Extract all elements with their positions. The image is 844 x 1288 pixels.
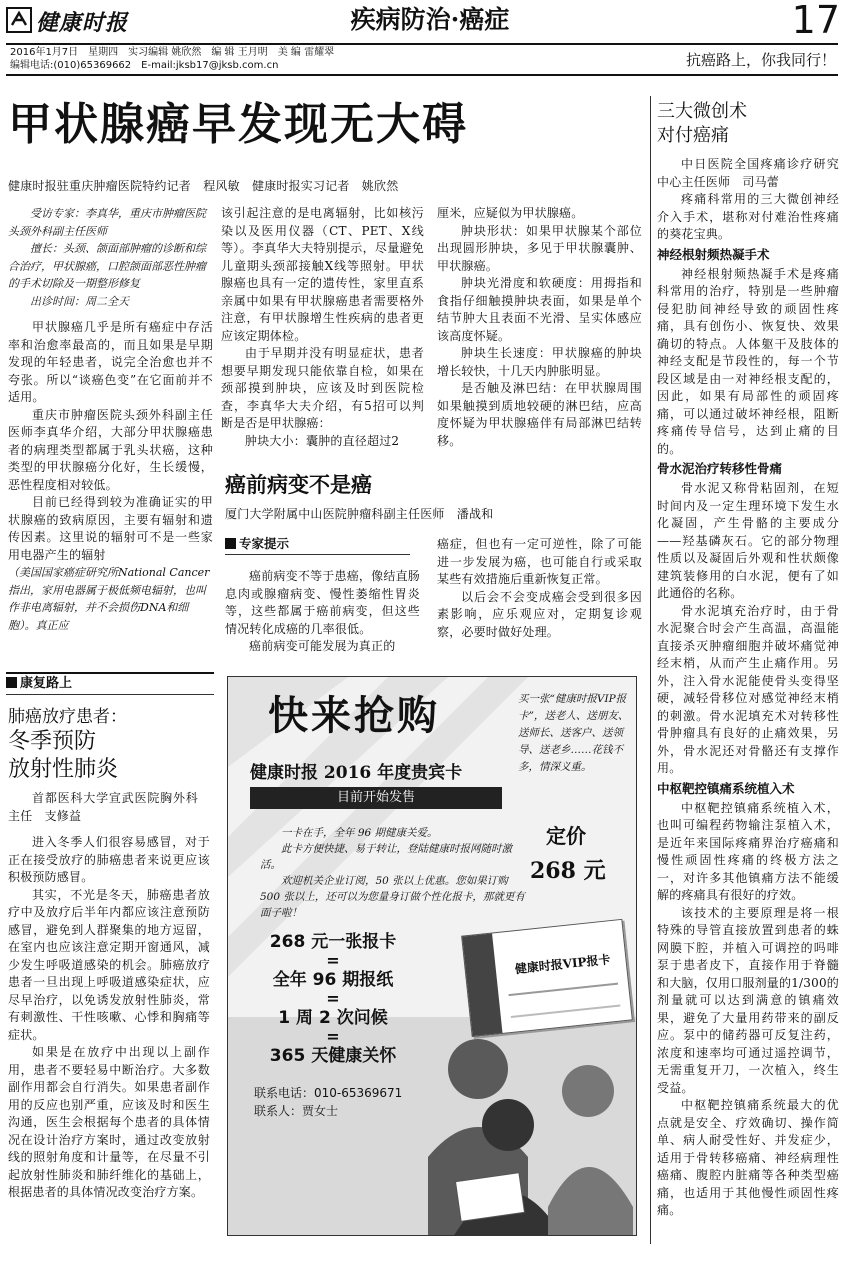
article-paragraph: 重庆市肿瘤医院头颈外科副主任医师李真华介绍，大部分甲状腺癌患者的病理类型都属于乳头状癌，这种类型的甲状腺癌分化好，生长缓慢，恶性程度相对较低。 bbox=[8, 407, 213, 492]
article-paragraph: 该技术的主要原理是将一根特殊的导管直接放置到患者的蛛网膜下腔，并植入可调控的吗啡泵于患者皮下，直接作用于脊髓和大脑，仅用口服剂量的1/300的剂量就可以达到满意的镇痛效果，避免了大量用药带来的副反应。泵中的储药器可反复注药，浓度和速率均可通过遥控调节，无需重复开刀，一次植入，终生受益。 bbox=[657, 905, 839, 1095]
article-paragraph: 肿块大小：囊肿的直径超过2 bbox=[245, 433, 400, 448]
ad-contact-phone: 联系电话：010-65369671 bbox=[254, 1086, 403, 1100]
article-paragraph: 癌症，但也有一定可逆性，除了可能进一步发展为癌，也可能自行或采取某些有效措施后重新恢复正常。 bbox=[437, 537, 642, 586]
section-marker-icon bbox=[225, 538, 236, 549]
article-paragraph: 骨水泥填充治疗时，由于骨水泥聚合时会产生高温，高温能直接杀灭肿瘤细胞并破坏痛觉神经末梢，从而产生止痛作用。另外，注入骨水泥能使骨头变得坚硬，减轻骨移位对感觉神经末梢的刺激。骨水泥填充术对转移性骨肿瘤具有良好的止痛效果，另外，骨水泥还对骨骼还有支撑作用。 bbox=[657, 603, 839, 775]
ad-body-line: 欢迎机关企业订阅，50 张以上优惠。您如果订购 500 张以上，还可以为您量身订做个性化报卡，那就更有面子啦！ bbox=[260, 875, 525, 919]
article-paragraph: 是否触及淋巴结：在甲状腺周围如果触摸到质地较硬的淋巴结，应高度怀疑为甲状腺癌伴有局部淋巴结转移。 bbox=[437, 381, 642, 448]
sidebar-subheading: 骨水泥治疗转移性骨痛 bbox=[657, 461, 783, 476]
section-title: 疾病防治·癌症 bbox=[350, 5, 510, 34]
ad-body bbox=[260, 825, 528, 921]
ad-body-line: 一卡在手，全年 96 期健康关爱。 bbox=[281, 827, 438, 839]
ad-banner: 目前开始发售 bbox=[250, 787, 502, 809]
article-paragraph: 骨水泥又称骨粘固剂，在短时间内及一定生理环境下发生水化凝固，产生骨骼的主要成分——羟基磷灰石。它的部分物理性质以及凝固后外观和性状颇像建筑装修用的白水泥，便有了如此通俗的名称。 bbox=[657, 481, 839, 600]
precancer-title: 癌前病变不是癌 bbox=[225, 473, 372, 497]
date-line: 2016年1月7日 星期四 实习编辑 姚欣然 编 辑 王月明 美 编 雷耀翠 bbox=[10, 47, 335, 58]
page-number: 17 bbox=[791, 0, 840, 42]
ad-equals-sign: = bbox=[326, 1027, 340, 1046]
newspaper-logo bbox=[6, 6, 156, 34]
slogan: 抗癌路上，你我同行！ bbox=[685, 51, 836, 69]
article-paragraph: 癌前病变不等于患癌，像结直肠息肉或腺瘤病变、慢性萎缩性胃炎等，这些都属于癌前病变，但这些情况转化成癌的几率很低。 bbox=[225, 569, 420, 636]
ad-promo-line: 365 天健康关怀 bbox=[269, 1046, 397, 1066]
sidebar-byline: 中日医院全国疼痛诊疗研究中心主任医师 司马蕾 bbox=[657, 157, 839, 189]
ad-equals-sign: = bbox=[326, 989, 340, 1008]
sidebar-subheading: 神经根射频热凝手术 bbox=[657, 246, 770, 262]
sidebar-title-line-1: 三大微创术 bbox=[657, 101, 747, 122]
masthead bbox=[0, 0, 844, 46]
ad-contact-person: 联系人：贾女士 bbox=[254, 1104, 339, 1118]
vip-card-advertisement[interactable] bbox=[227, 676, 637, 1236]
recovery-body bbox=[8, 834, 210, 1202]
section-marker-icon bbox=[6, 677, 17, 688]
recovery-title-line-2: 放射性肺炎 bbox=[8, 757, 119, 782]
article-paragraph: 厘米，应疑似为甲状腺癌。 bbox=[437, 206, 584, 220]
recovery-section-label bbox=[6, 672, 214, 695]
article-paragraph: 该引起注意的是电离辐射，比如核污染以及医用仪器（CT、PET、X线等）。李真华大夫特别提示，尽量避免儿童期头颈部接触X线等照射。甲状腺癌也具有一定的遗传性，家里直系亲属中如果有甲状腺癌患者需要格外注意，有甲状腺增生性疾病的患者更应该定期体检。 bbox=[221, 206, 424, 343]
precancer-left-column bbox=[225, 568, 420, 656]
sidebar-intro: 疼痛科常用的三大微创神经介入手术，堪称对付难治性疼痛的葵花宝典。 bbox=[657, 192, 839, 241]
ad-promo-line: 268 元一张报卡 bbox=[269, 932, 397, 952]
masthead-rule bbox=[6, 43, 838, 45]
expert-intro-name: 受访专家：李真华，重庆市肿瘤医院头颈外科副主任医师 bbox=[8, 207, 206, 238]
ad-promo-line: 1 周 2 次问候 bbox=[278, 1008, 388, 1028]
column-divider bbox=[650, 96, 651, 1244]
ad-side-note: 买一张“健康时报VIP报卡”，送老人、送朋友、送师长、送客户、送领导、送老乡……花钱不多，情深义重。 bbox=[518, 693, 629, 773]
main-column-2 bbox=[221, 205, 424, 450]
ad-headline: 快来抢购 bbox=[268, 693, 440, 739]
main-byline: 健康时报驻重庆肿瘤医院特约记者 程风敏 健康时报实习记者 姚欣然 bbox=[8, 179, 399, 193]
article-paragraph: 肿块形状：如果甲状腺某个部位出现圆形肿块，多见于甲状腺囊肿、甲状腺癌。 bbox=[437, 223, 642, 273]
expert-intro-schedule: 出诊时间：周二全天 bbox=[30, 294, 129, 308]
recovery-title-line-1: 冬季预防 bbox=[8, 729, 97, 754]
ad-price-label: 定价 bbox=[546, 824, 586, 848]
main-headline: 甲状腺癌早发现无大碍 bbox=[8, 99, 468, 150]
article-paragraph: 肿块光滑度和软硬度：用拇指和食指仔细触摸肿块表面，如果是单个结节肿大且表面不光滑、呈实体感应该高度怀疑。 bbox=[437, 276, 642, 343]
sidebar bbox=[657, 100, 839, 1220]
sidebar-subheading: 中枢靶控镇痛系统植入术 bbox=[657, 780, 795, 796]
expert-tip-heading bbox=[225, 534, 410, 555]
article-paragraph: 肿块生长速度：甲状腺癌的肿块增长较快，十几天内肿胀明显。 bbox=[437, 346, 642, 378]
ad-people-photo bbox=[228, 1007, 637, 1236]
ad-body-line: 此卡方便快捷、易于转让，登陆健康时报网随时激活。 bbox=[260, 843, 512, 871]
article-paragraph-italic: （美国国家癌症研究所National Cancer指出，家用电器属于极低频电辐射，也叫作非电离辐射，并不会损伤DNA和细胞）。真正应 bbox=[8, 566, 210, 632]
recovery-kicker: 肺癌放疗患者： bbox=[8, 707, 127, 727]
main-column-3 bbox=[437, 205, 642, 450]
logo-mark-icon bbox=[6, 7, 32, 33]
article-paragraph: 如果是在放疗中出现以上副作用，患者不要轻易中断治疗。大多数副作用都会自行消失。如果患者副作用的反应也别严重，应该及时和医生沟通，医生会根据每个患者的具体情况在设计治疗方案时，通过改变放射线的照射角度和计量等，在尽量不引起放射性肺炎和肺纤维化的基础上，根据患者的具体情况改变治疗方案。 bbox=[8, 1045, 210, 1199]
ad-price-value: 268 元 bbox=[530, 858, 606, 884]
ad-equals-sign: = bbox=[326, 951, 340, 970]
article-paragraph: 中枢靶控镇痛系统最大的优点就是安全、疗效确切、操作简单、病人耐受性好、并发症少，适用于骨转移癌痛、神经病理性癌痛、腹腔内脏痛等各种类型癌痛，也适用于其他慢性顽固性疼痛。 bbox=[657, 1098, 839, 1217]
recovery-section-text: 康复路上 bbox=[20, 676, 73, 691]
expert-tip-label: 专家提示 bbox=[239, 536, 290, 551]
article-paragraph: 由于早期并没有明显症状，患者想要早期发现只能依靠自检，如果在颈部摸到肿块，应该及时到医院检查，李真华大夫介绍，有5招可以判断是否是甲状腺癌： bbox=[221, 346, 424, 430]
vip-card-label: 健康时报VIP报卡 bbox=[514, 952, 612, 977]
article-paragraph: 甲状腺癌几乎是所有癌症中存活率和治愈率最高的，而且如果是早期发现的年轻患者，说完全治愈也并不夸张。所以“谈癌色变”在它面前并不适用。 bbox=[8, 320, 213, 404]
article-paragraph: 以后会不会变成癌会受到很多因素影响，应乐观应对，定期复诊观察，必要时做好处理。 bbox=[437, 589, 642, 639]
expert-intro-specialty: 擅长：头颈、颌面部肿瘤的诊断和综合治疗，甲状腺癌，口腔颌面部恶性肿瘤的手术切除及一期整形修复 bbox=[8, 242, 206, 290]
article-paragraph: 进入冬季人们很容易感冒，对于正在接受放疗的肺癌患者来说更应该积极预防感冒。 bbox=[8, 835, 210, 884]
article-paragraph: 癌前病变可能发展为真正的 bbox=[249, 639, 396, 653]
logo-text: 健康时报 bbox=[36, 10, 129, 36]
header-bottom-rule bbox=[6, 74, 838, 76]
precancer-byline: 厦门大学附属中山医院肿瘤科副主任医师 潘战和 bbox=[225, 507, 494, 521]
article-paragraph: 神经根射频热凝手术是疼痛科常用的治疗，特别是一些肿瘤侵犯肋间神经导致的顽固性疼痛，具有创伤小、恢复快、效果确切的特点。人体躯干及肢体的神经支配是节段性的，每一个节段区域是由一对神经根支配的，因此，如果有局部性的顽固疼痛，可以通过破坏神经根，阻断疼痛传导信号，达到止痛的目的。 bbox=[657, 266, 839, 456]
contact-line: 编辑电话:(010)65369662 E-mail:jksb17@jksb.com.cn bbox=[10, 60, 279, 71]
article-paragraph: 其实，不光是冬天，肺癌患者放疗中及放疗后半年内都应该注意预防感冒，避免到人群聚集的地方逗留，在室内也应该注意定期开窗通风，减少发生呼吸道感染的机会。肺癌放疗患者一旦出现上呼吸道感染症状，应尽早治疗，以免诱发放射性肺炎，常有刺激性、干性咳嗽、心悸和胸痛等症状。 bbox=[8, 887, 210, 1042]
sidebar-title-line-2: 对付癌痛 bbox=[657, 125, 729, 146]
recovery-byline: 首都医科大学宣武医院胸外科主任 支修益 bbox=[8, 791, 198, 823]
article-paragraph: 中枢靶控镇痛系统植入术，也叫可编程药物输注泵植入术，是近年来国际疼痛界治疗癌痛和慢性顽固性疼痛的终极方法之一，对许多其他镇痛方法不能缓解的疼痛具有很好的疗效。 bbox=[657, 800, 839, 902]
precancer-right-column bbox=[437, 536, 642, 641]
article-paragraph: 目前已经得到较为准确证实的甲状腺癌的致病原因，主要有辐射和遗传因素。这里说的辐射可不是一些家用电器产生的辐射 bbox=[8, 495, 213, 562]
ad-promo-line: 全年 96 期报纸 bbox=[272, 970, 394, 990]
main-column-1 bbox=[8, 205, 213, 634]
ad-subtitle: 健康时报 2016 年度贵宾卡 bbox=[250, 763, 463, 783]
